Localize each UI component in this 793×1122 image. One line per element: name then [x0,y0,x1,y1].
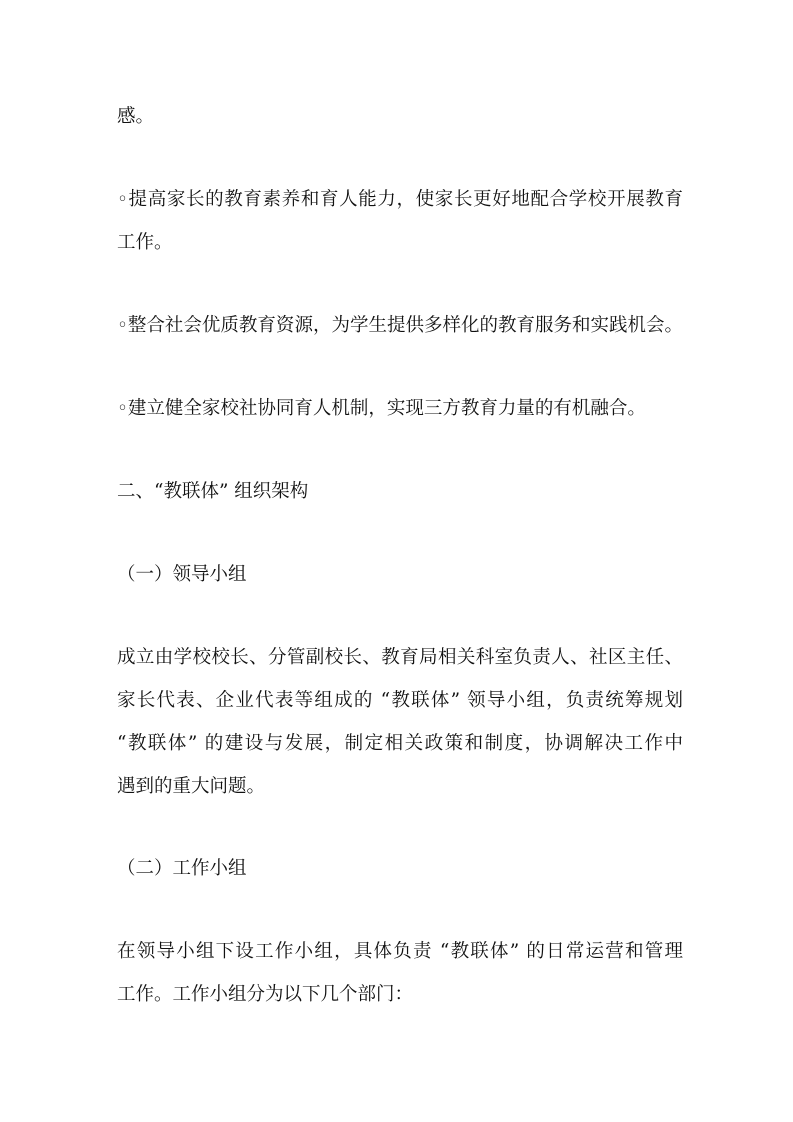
subsection-heading: （一）领导小组 [117,564,247,585]
paragraph-line: 成立由学校校长、分管副校长、教育局相关科室负责人、社区主任、 [117,647,683,668]
subsection-heading: （二）工作小组 [117,858,247,879]
paragraph-line: 家长代表、企业代表等组成的 “教联体” 领导小组，负责统筹规划 [117,690,683,711]
list-item-line: ◦建立健全家校社协同育人机制，实现三方教育力量的有机融合。 [117,398,646,419]
paragraph-line: 工作。工作小组分为以下几个部门： [117,984,414,1005]
paragraph-line: “教联体” 的建设与发展，制定相关政策和制度，协调解决工作中 [117,733,683,754]
list-item-line: ◦提高家长的教育素养和育人能力，使家长更好地配合学校开展教育 [117,189,683,210]
text-line: 工作。 [117,232,173,253]
paragraph-line: 在领导小组下设工作小组，具体负责 “教联体” 的日常运营和管理 [117,941,683,962]
paragraph-line: 遇到的重大问题。 [117,776,266,797]
list-item-line: ◦整合社会优质教育资源，为学生提供多样化的教育服务和实践机会。 [117,315,683,336]
section-heading: 二、“教联体” 组织架构 [117,481,309,502]
text-line: 感。 [117,106,155,127]
